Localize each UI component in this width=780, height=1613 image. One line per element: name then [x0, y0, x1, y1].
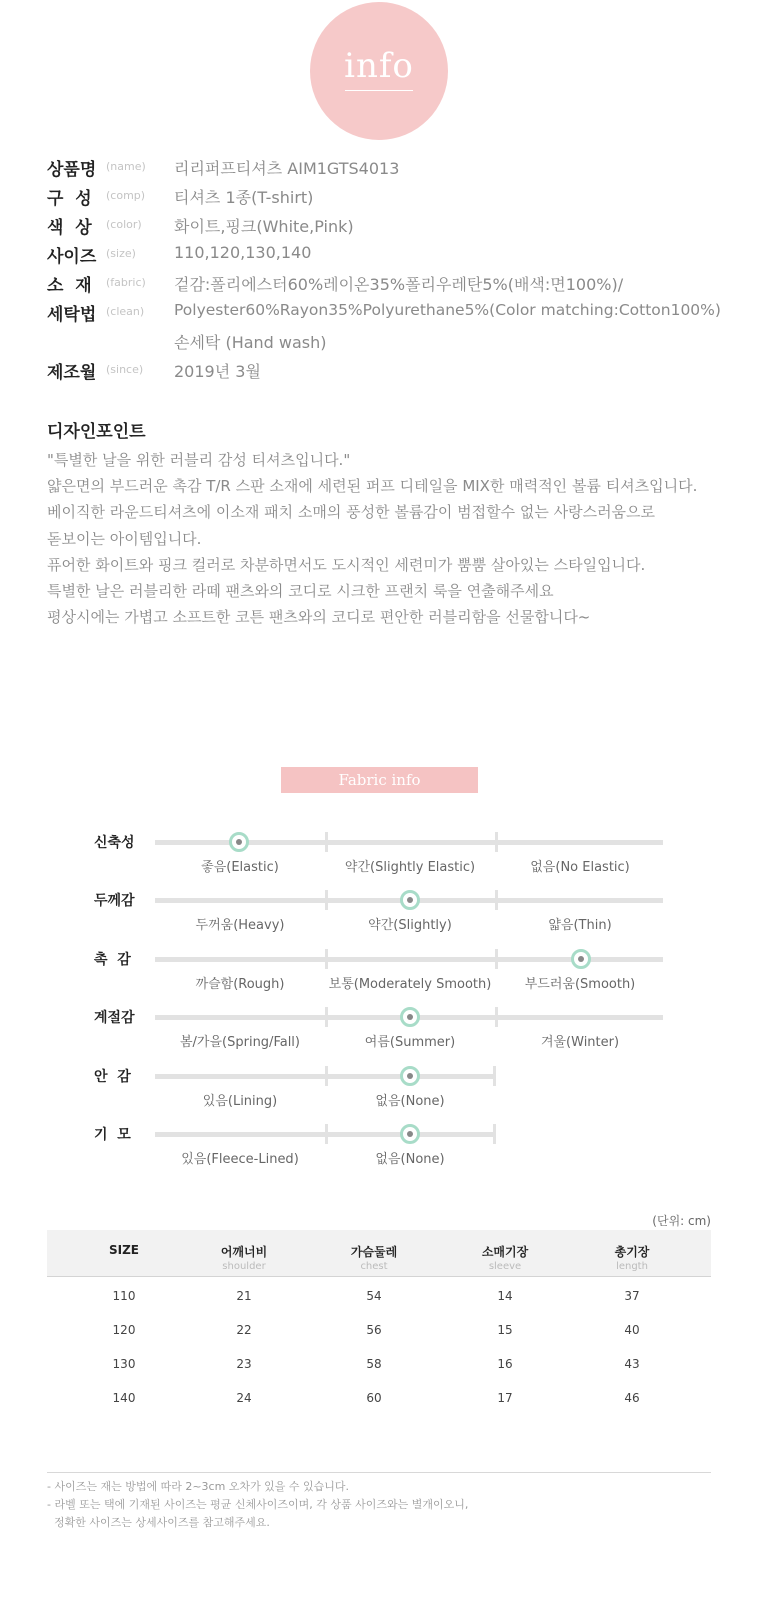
spec-label-comp: 구 성	[47, 189, 92, 209]
fabric-info-banner: Fabric info	[281, 767, 478, 793]
fabric-option-label: 약간(Slightly)	[368, 918, 452, 933]
header-shoulder-label: 어깨너비	[220, 1245, 268, 1259]
spec-value-fabric-en: Polyester60%Rayon35%Polyurethane5%(Color matching:Cotton100%)	[174, 301, 721, 319]
fabric-scale-divider	[325, 1066, 328, 1086]
fabric-option-label: 봄/가을(Spring/Fall)	[179, 1035, 300, 1050]
fabric-row-label: 신축성	[94, 835, 135, 851]
unit-label: (단위: cm)	[652, 1214, 711, 1228]
size-table-cell: 140	[112, 1391, 136, 1405]
size-table-cell: 58	[366, 1357, 382, 1371]
fabric-row-label: 기 모	[94, 1127, 131, 1143]
fabric-option-label: 까슬함(Rough)	[195, 977, 285, 992]
spec-sub-clean: (clean)	[106, 305, 145, 318]
size-table-cell: 21	[236, 1289, 252, 1303]
fabric-scale-divider	[495, 949, 498, 969]
fabric-option-label: 없음(None)	[375, 1152, 445, 1167]
spec-value-comp: 티셔츠 1종(T-shirt)	[174, 188, 314, 207]
fabric-row-label: 안 감	[94, 1069, 131, 1085]
size-table-cell: 14	[497, 1289, 513, 1303]
design-point-line: 얇은면의 부드러운 촉감 T/R 스판 소재에 세련된 퍼프 디테일을 MIX한 매력적인 볼륨 티셔츠입니다.	[47, 477, 698, 496]
spec-value-name: 리리퍼프티셔츠 AIM1GTS4013	[174, 159, 400, 178]
header-shoulder-sub: shoulder	[222, 1261, 266, 1272]
fabric-scale-divider	[495, 1007, 498, 1027]
note-line: - 라벨 또는 택에 기재된 사이즈는 평균 신체사이즈이며, 각 상품 사이즈와는 별개이오니,	[47, 1498, 469, 1511]
spec-sub-name: (name)	[106, 160, 146, 173]
spec-value-color: 화이트,핑크(White,Pink)	[174, 217, 354, 236]
fabric-option-label: 있음(Lining)	[202, 1094, 278, 1109]
header-sleeve-label: 소매기장	[481, 1245, 529, 1259]
fabric-selected-marker	[400, 1124, 420, 1144]
size-table-header	[47, 1230, 711, 1277]
spec-value-clean: 손세탁 (Hand wash)	[174, 333, 327, 352]
spec-sub-size: (size)	[106, 247, 136, 260]
spec-sub-comp: (comp)	[106, 189, 146, 202]
design-point-line: 퓨어한 화이트와 핑크 컬러로 차분하면서도 도시적인 세련미가 뿜뿜 살아있는 스타일입니다.	[47, 555, 646, 574]
fabric-option-label: 없음(None)	[375, 1094, 445, 1109]
spec-sub-fabric: (fabric)	[106, 276, 146, 289]
size-table-cell: 40	[624, 1323, 640, 1337]
fabric-option-label: 약간(Slightly Elastic)	[344, 860, 476, 875]
size-table-cell: 46	[624, 1391, 640, 1405]
fabric-option-label: 없음(No Elastic)	[530, 860, 630, 875]
header-chest	[309, 1230, 439, 1272]
fabric-option-label: 있음(Fleece-Lined)	[181, 1152, 299, 1167]
fabric-option-label: 얇음(Thin)	[548, 918, 612, 933]
header-length-sub: length	[616, 1261, 648, 1272]
size-table-cell: 17	[497, 1391, 513, 1405]
design-point-text	[47, 447, 767, 630]
fabric-option-label: 보통(Moderately Smooth)	[328, 977, 492, 992]
fabric-selected-marker	[400, 1007, 420, 1027]
spec-label-clean: 세탁법	[47, 305, 97, 325]
header-length-label: 총기장	[614, 1245, 650, 1259]
spec-value-since: 2019년 3월	[174, 362, 261, 381]
fabric-selected-marker	[400, 890, 420, 910]
note-line: - 사이즈는 재는 방법에 따라 2~3cm 오차가 있을 수 있습니다.	[47, 1480, 350, 1493]
size-table-cell: 110	[112, 1289, 136, 1303]
header-shoulder	[179, 1230, 309, 1272]
header-size-label: SIZE	[108, 1243, 139, 1257]
size-table-cell: 56	[366, 1323, 382, 1337]
fabric-scale-divider	[325, 1124, 328, 1144]
fabric-option-label: 겨울(Winter)	[540, 1035, 620, 1050]
fabric-scale-divider	[325, 1007, 328, 1027]
design-point-line: 베이직한 라운드티셔츠에 이소재 패치 소매의 풍성한 볼륨감이 범접할수 없는 사랑스러움으로	[47, 503, 656, 522]
size-table-cell: 120	[112, 1323, 136, 1337]
size-table-cell: 60	[366, 1391, 382, 1405]
info-badge	[310, 2, 448, 140]
spec-label-size: 사이즈	[47, 247, 97, 267]
spec-label-name: 상품명	[47, 160, 97, 180]
spec-sub-since: (since)	[106, 363, 144, 376]
notes-divider	[47, 1472, 711, 1473]
info-badge-underline	[345, 90, 413, 91]
fabric-row-label: 촉 감	[94, 952, 131, 968]
header-sleeve-sub: sleeve	[488, 1261, 522, 1272]
size-table-cell: 54	[366, 1289, 382, 1303]
design-point-line: "특별한 날을 위한 러블리 감성 티셔츠입니다."	[47, 451, 351, 469]
size-table-cell: 24	[236, 1391, 252, 1405]
design-point-line: 특별한 날은 러블리한 라떼 팬츠와의 코디로 시크한 프랜치 룩을 연출해주세요	[47, 582, 554, 601]
header-chest-label: 가슴둘레	[350, 1245, 398, 1259]
design-point-title: 디자인포인트	[47, 422, 146, 442]
fabric-option-label: 부드러움(Smooth)	[524, 977, 636, 992]
header-sleeve	[440, 1230, 570, 1272]
fabric-scale-divider	[493, 1066, 496, 1086]
fabric-selected-marker	[571, 949, 591, 969]
design-point-line: 돋보이는 아이템입니다.	[47, 529, 202, 548]
size-table-cell: 16	[497, 1357, 513, 1371]
fabric-scale-divider	[495, 832, 498, 852]
size-notes	[47, 1478, 468, 1532]
note-line: 정확한 사이즈는 상세사이즈를 참고해주세요.	[47, 1516, 270, 1529]
spec-label-color: 색 상	[47, 218, 92, 238]
size-table-cell: 15	[497, 1323, 513, 1337]
size-table-cell: 23	[236, 1357, 252, 1371]
header-length	[567, 1230, 697, 1272]
fabric-row-label: 두께감	[94, 893, 135, 909]
fabric-selected-marker	[400, 1066, 420, 1086]
spec-label-fabric: 소 재	[47, 276, 92, 296]
fabric-option-label: 좋음(Elastic)	[201, 860, 279, 875]
fabric-selected-marker	[229, 832, 249, 852]
header-size	[59, 1230, 189, 1258]
fabric-row-label: 계절감	[94, 1010, 135, 1026]
fabric-option-label: 두꺼움(Heavy)	[195, 918, 285, 933]
size-table-cell: 22	[236, 1323, 252, 1337]
design-point-line: 평상시에는 가볍고 소프트한 코튼 팬츠와의 코디로 편안한 러블리함을 선물합니다~	[47, 608, 591, 627]
size-table-cell: 43	[624, 1357, 640, 1371]
fabric-scale-divider	[325, 949, 328, 969]
spec-value-fabric: 겉감:폴리에스터60%레이온35%폴리우레탄5%(배색:면100%)/	[174, 275, 624, 294]
fabric-scale-divider	[495, 890, 498, 910]
size-table-cell: 37	[624, 1289, 640, 1303]
header-chest-sub: chest	[360, 1261, 388, 1272]
spec-label-since: 제조월	[47, 363, 97, 383]
info-badge-text: info	[344, 46, 414, 86]
size-table-cell: 130	[112, 1357, 136, 1371]
fabric-scale-divider	[325, 890, 328, 910]
fabric-option-label: 여름(Summer)	[364, 1035, 456, 1050]
fabric-scale-divider	[325, 832, 328, 852]
spec-value-size: 110,120,130,140	[174, 243, 312, 262]
fabric-scale-divider	[493, 1124, 496, 1144]
spec-sub-color: (color)	[106, 218, 142, 231]
